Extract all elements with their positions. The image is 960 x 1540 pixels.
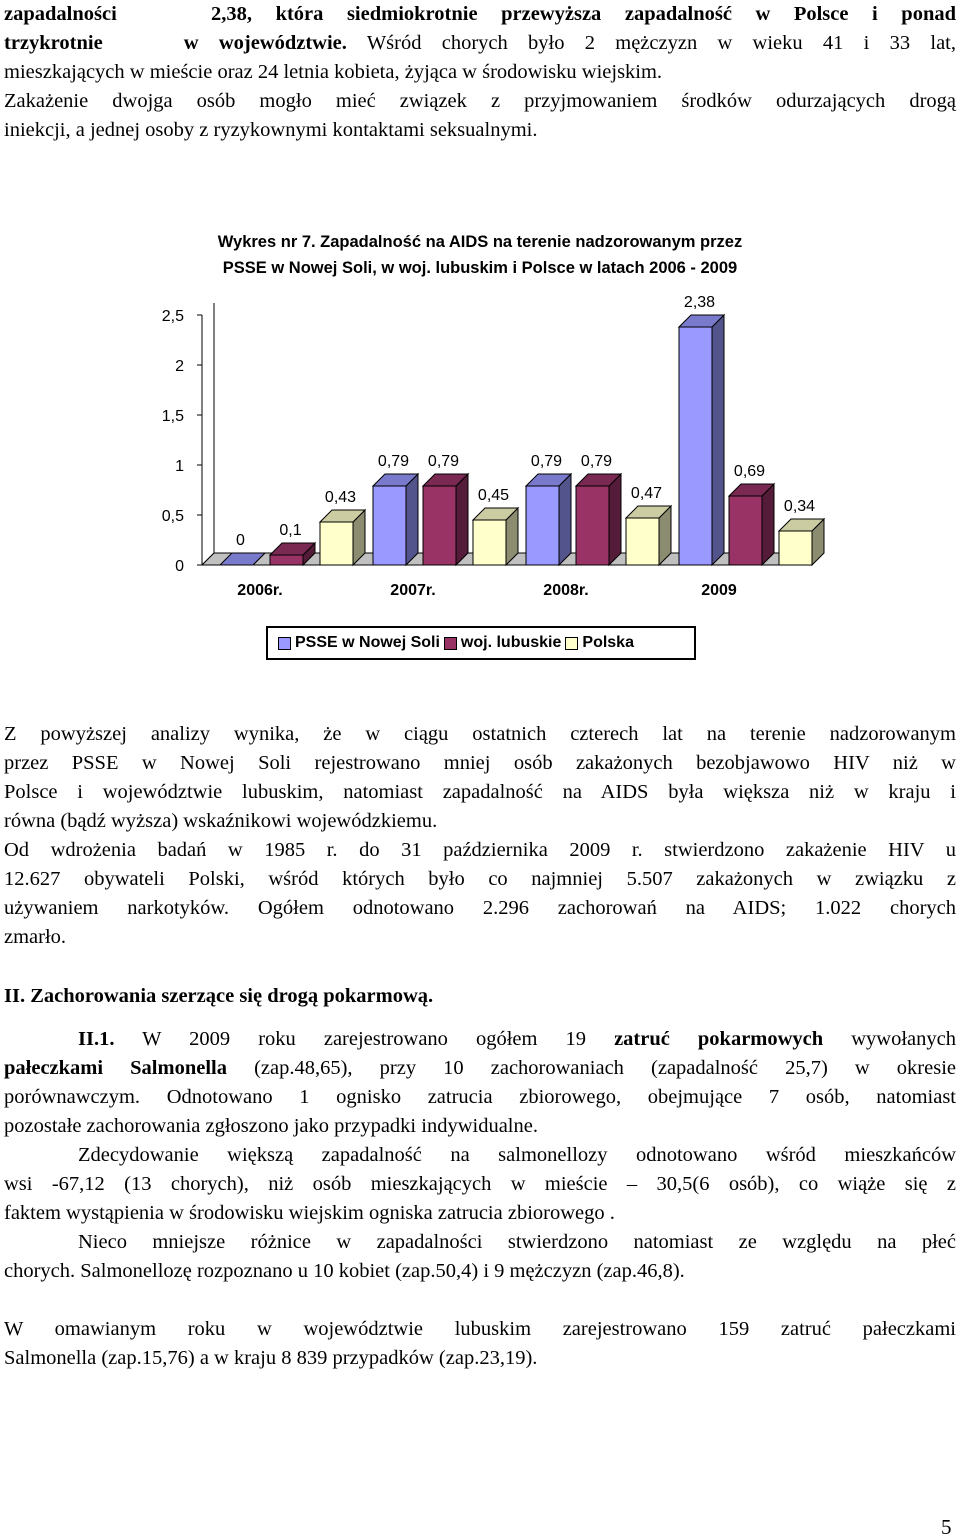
- bar-side: [406, 474, 418, 565]
- intro-line-1: zapadalności 2,38, która siedmiokrotnie przewyższa zapadalność w Polsce i ponad: [4, 3, 956, 25]
- data-label: 2,38: [683, 294, 716, 311]
- data-label: 0: [236, 532, 245, 549]
- data-label: 0,1: [279, 522, 302, 539]
- bar: [473, 520, 506, 565]
- p1-line-2: przez PSSE w Nowej Soli rejestrowano mniej osób zakażonych bezobjawowo HIV niż w: [4, 752, 956, 774]
- s1-line-1: II.1. W 2009 roku zarejestrowano ogółem 19 zatruć pokarmowych wywołanych: [78, 1028, 956, 1050]
- bar-side: [609, 474, 621, 565]
- legend-item-woj: [444, 634, 561, 652]
- bar-side: [712, 315, 724, 565]
- chart-back-edge: [202, 303, 214, 565]
- y-tick-label: 2: [175, 358, 184, 375]
- s3-line-2: chorych. Salmonellozę rozpoznano u 10 kobiet (zap.50,4) i 9 mężczyzn (zap.46,8).: [4, 1260, 685, 1282]
- p1-line-3: Polsce i województwie lubuskim, natomiast zapadalność na AIDS była większa niż w kraju i: [4, 781, 956, 803]
- intro-line-4: Zakażenie dwojga osób mogło mieć związek z przyjmowaniem środków odurzających drogą: [4, 90, 956, 112]
- bar-side: [456, 474, 468, 565]
- bar: [626, 518, 659, 565]
- data-label: 0,43: [324, 489, 357, 506]
- bar: [526, 486, 559, 565]
- bar: [270, 555, 303, 565]
- intro-line-2: trzykrotnie w województwie. Wśród chorych było 2 mężczyzn w wieku 41 i 33 lat,: [4, 32, 956, 54]
- legend-swatch-polska: [565, 637, 578, 650]
- data-label: 0,69: [733, 463, 766, 480]
- x-category-label: 2007r.: [390, 582, 436, 599]
- legend-label-woj: woj. lubuskie: [460, 634, 562, 651]
- p1-line-1: Z powyższej analizy wynika, że w ciągu ostatnich czterech lat na terenie nadzorowanym: [4, 723, 956, 745]
- data-label: 0,79: [377, 453, 410, 470]
- p2-line-2: 12.627 obywateli Polski, wśród których było co najmniej 5.507 zakażonych w związku z: [4, 868, 956, 890]
- page-number: 5: [941, 1515, 952, 1539]
- data-label: 0,79: [427, 453, 460, 470]
- bar: [320, 522, 353, 565]
- x-category-label: 2006r.: [237, 582, 283, 599]
- s1-line-2: pałeczkami Salmonella (zap.48,65), przy 10 zachorowaniach (zapadalność 25,7) w okresie: [4, 1057, 956, 1079]
- legend-swatch-psse: [278, 637, 291, 650]
- s2-line-3: faktem wystąpienia w środowisku wiejskim ogniska zatrucia zbiorowego .: [4, 1202, 615, 1224]
- data-label: 0,47: [630, 485, 663, 502]
- legend-item-polska: [565, 634, 634, 652]
- intro-line-3: mieszkających w mieście oraz 24 letnia kobieta, żyjąca w środowisku wiejskim.: [4, 61, 663, 83]
- legend-item-psse: [278, 634, 440, 652]
- bar: [373, 486, 406, 565]
- bar: [779, 531, 812, 565]
- p2-line-4: zmarło.: [4, 926, 67, 948]
- data-label: 0,79: [530, 453, 563, 470]
- legend-label-polska: Polska: [582, 634, 634, 651]
- bar-chart: [0, 290, 960, 610]
- data-label: 0,79: [580, 453, 613, 470]
- legend-swatch-woj: [444, 637, 457, 650]
- x-category-label: 2009: [701, 582, 737, 599]
- bar: [729, 496, 762, 565]
- chart-title-line-1: Wykres nr 7. Zapadalność na AIDS na terenie nadzorowanym przez: [217, 233, 743, 251]
- p2-line-1: Od wdrożenia badań w 1985 r. do 31 października 2009 r. stwierdzono zakażenie HIV u: [4, 839, 956, 861]
- bar: [679, 327, 712, 565]
- y-tick-label: 1: [175, 458, 184, 475]
- intro-line-5: iniekcji, a jednej osoby z ryzykownymi kontaktami seksualnymi.: [4, 119, 538, 141]
- section-heading: II. Zachorowania szerzące się drogą pokarmową.: [4, 985, 434, 1007]
- chart-title-line-2: PSSE w Nowej Soli, w woj. lubuskim i Polsce w latach 2006 - 2009: [222, 259, 738, 277]
- p4-line-1: W omawianym roku w województwie lubuskim zarejestrowano 159 zatruć pałeczkami: [4, 1318, 956, 1340]
- y-tick-label: 1,5: [161, 408, 184, 425]
- bar-side: [762, 484, 774, 565]
- s1-line-3: porównawczym. Odnotowano 1 ognisko zatrucia zbiorowego, obejmujące 7 osób, natomiast: [4, 1086, 956, 1108]
- y-tick-label: 0,5: [161, 508, 184, 525]
- p2-line-3: używaniem narkotyków. Ogółem odnotowano 2.296 zachorowań na AIDS; 1.022 chorych: [4, 897, 956, 919]
- s2-line-1: Zdecydowanie większą zapadalność na salmonellozy odnotowano wśród mieszkańców: [78, 1144, 956, 1166]
- data-label: 0,34: [783, 498, 816, 515]
- s1-line-4: pozostałe zachorowania zgłoszono jako przypadki indywidualne.: [4, 1115, 538, 1137]
- bar: [423, 486, 456, 565]
- p1-line-4: równa (bądź wyższa) wskaźnikowi wojewódzkiemu.: [4, 810, 438, 832]
- chart-legend: [266, 626, 696, 660]
- s3-line-1: Nieco mniejsze różnice w zapadalności stwierdzono natomiast ze względu na płeć: [78, 1231, 956, 1253]
- bar-side: [559, 474, 571, 565]
- y-tick-label: 0: [175, 558, 184, 575]
- s2-line-2: wsi -67,12 (13 chorych), niż osób mieszkających w mieście – 30,5(6 osób), co wiąże się z: [4, 1173, 956, 1195]
- bar: [576, 486, 609, 565]
- p4-line-2: Salmonella (zap.15,76) a w kraju 8 839 przypadków (zap.23,19).: [4, 1347, 538, 1369]
- legend-label-psse: PSSE w Nowej Soli: [295, 634, 440, 651]
- data-label: 0,45: [477, 487, 510, 504]
- y-tick-label: 2,5: [161, 308, 184, 325]
- x-category-label: 2008r.: [543, 582, 589, 599]
